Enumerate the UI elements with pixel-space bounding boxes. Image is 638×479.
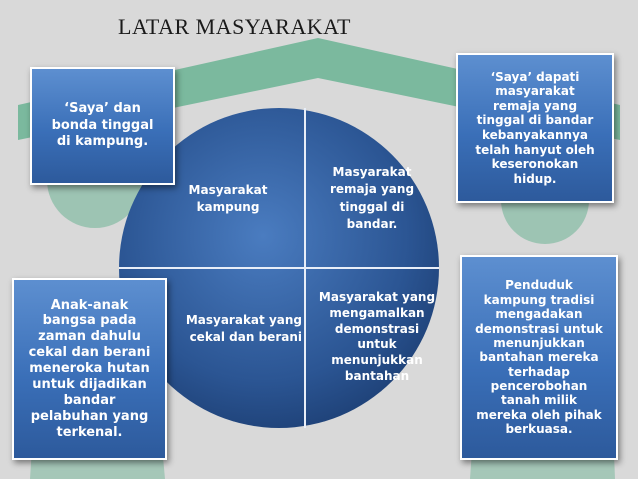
- box-bottom-right: Penduduk kampung tradisi mengadakan demonstrasi untuk menunjukkan bantahan mereka terhadap pencerobohan tanah milik mereka oleh pihak berkuasa.: [460, 255, 618, 460]
- quadrant-top-right: Masyarakat remaja yang tinggal di bandar.: [329, 165, 415, 232]
- quadrant-top-left: Masyarakat kampung: [188, 183, 268, 215]
- box-bottom-left: Anak-anak bangsa pada zaman dahulu cekal dan berani meneroka hutan untuk dijadikan bandar pelabuhan yang terkenal.: [12, 278, 167, 460]
- box-top-left: ‘Saya’ dan bonda tinggal di kampung.: [30, 67, 175, 185]
- quadrant-bottom-right: Masyarakat yang mengamalkan demonstrasi untuk menunjukkan bantahan: [318, 290, 436, 384]
- page-title: LATAR MASYARAKAT: [118, 14, 351, 39]
- quadrant-bottom-left: Masyarakat yang cekal dan berani: [185, 313, 302, 345]
- box-top-right: ‘Saya’ dapati masyarakat remaja yang tinggal di bandar kebanyakannya telah hanyut oleh keseronokan hidup.: [456, 53, 614, 203]
